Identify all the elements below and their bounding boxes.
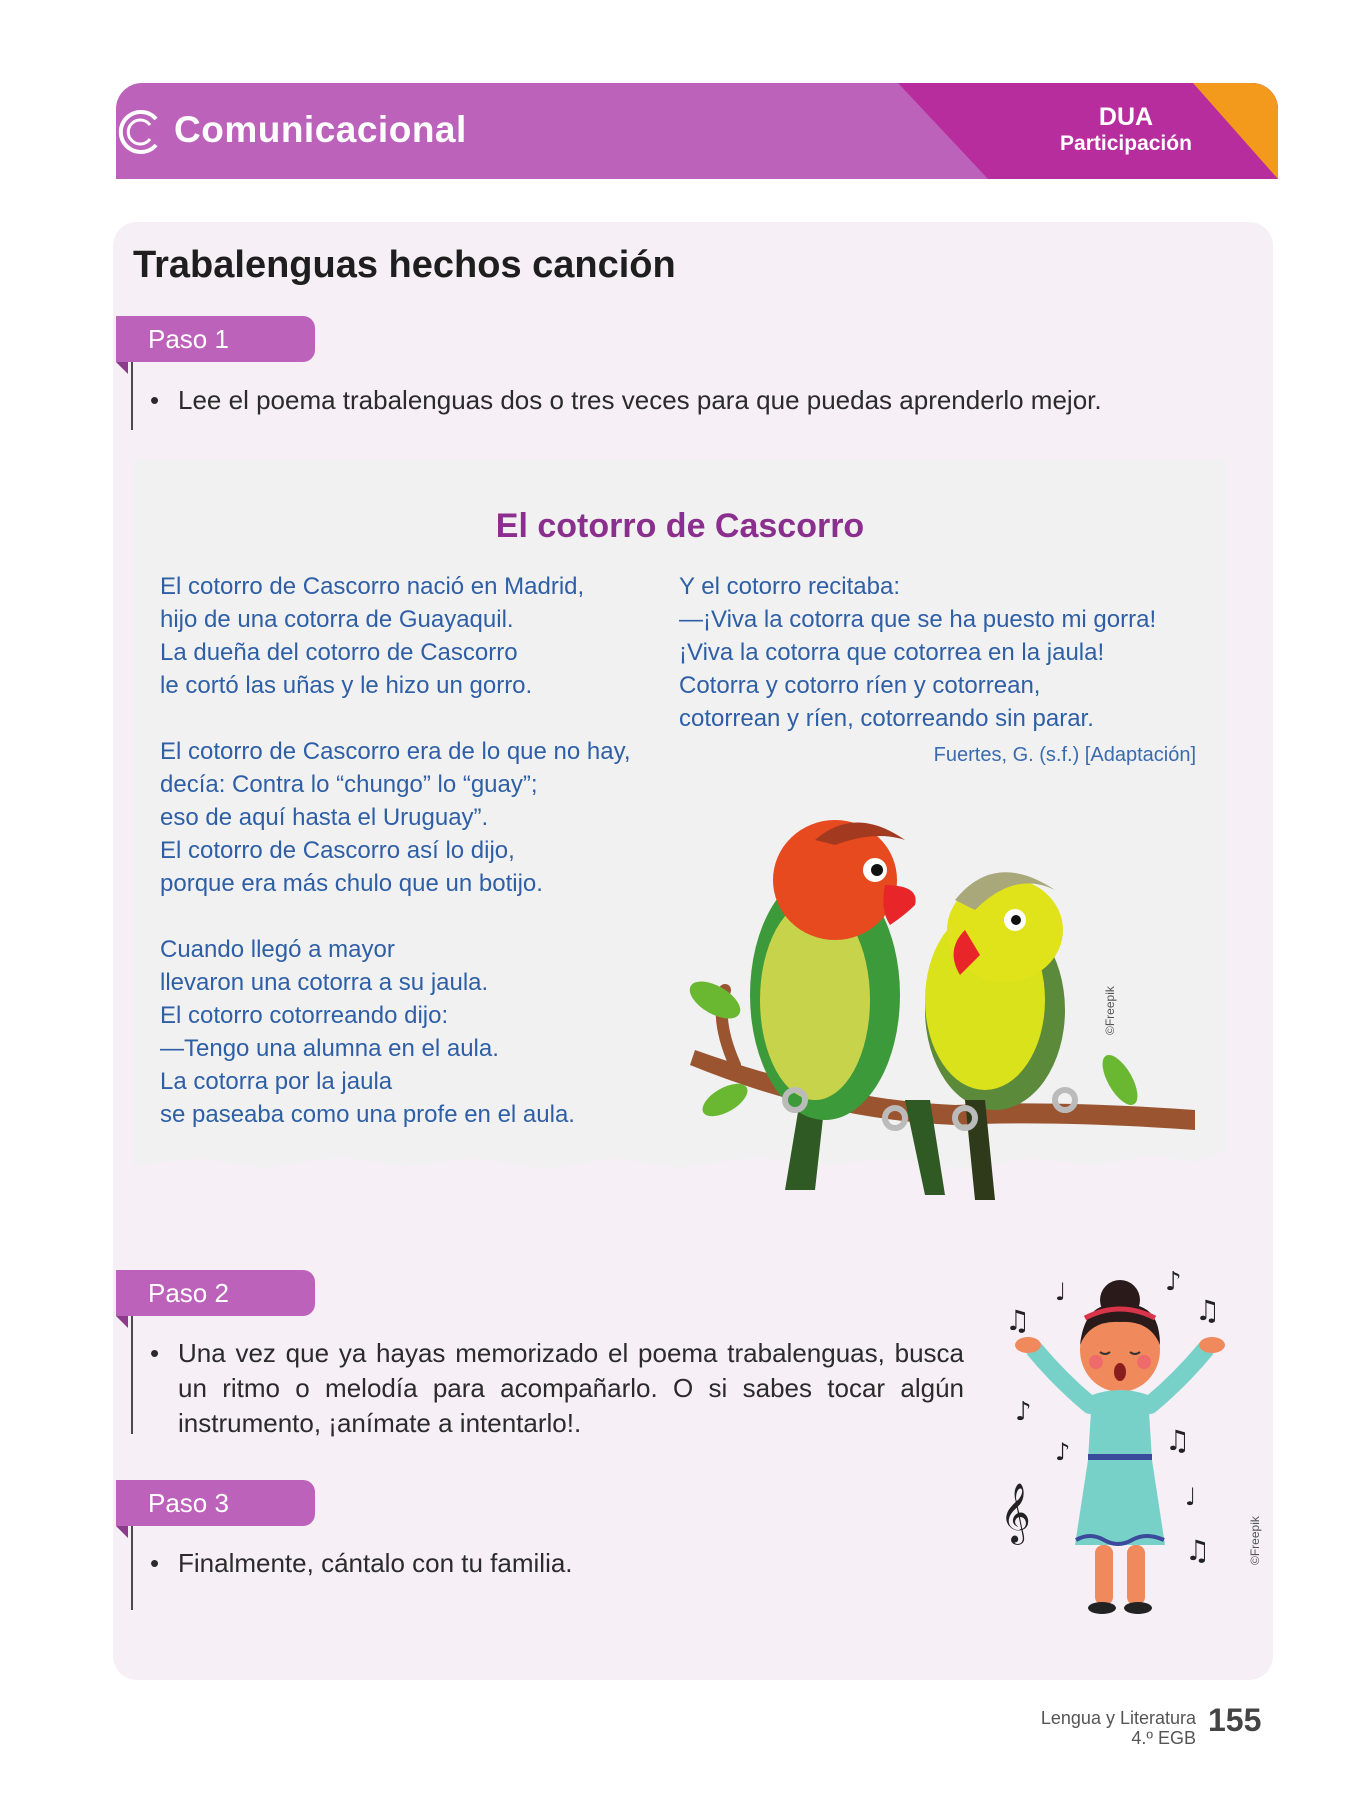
poem-line: Cuando llegó a mayor bbox=[160, 936, 395, 963]
poem-line: Y el cotorro recitaba: bbox=[679, 573, 901, 600]
bullet: • bbox=[150, 1548, 160, 1578]
step-1-label bbox=[116, 316, 315, 362]
poem-line: le cortó las uñas y le hizo un gorro. bbox=[160, 672, 533, 699]
poem-line bbox=[160, 900, 630, 933]
parrots-illustration bbox=[675, 800, 1205, 1210]
svg-text:♫: ♫ bbox=[1005, 1304, 1031, 1337]
poem-right-column bbox=[679, 570, 1156, 735]
footer-subject bbox=[960, 1708, 1196, 1748]
poem-line: eso de aquí hasta el Uruguay”. bbox=[160, 804, 489, 831]
poem-line: El cotorro de Cascorro era de lo que no hay, bbox=[160, 738, 631, 765]
image-credit: ©Freepik bbox=[1103, 986, 1117, 1035]
step-2-text: Una vez que ya hayas memorizado el poema trabalenguas, busca un ritmo o melodía para acompañarlo. O si sabes tocar algún instrumento, ¡anímate a intentarlo!. bbox=[178, 1338, 964, 1438]
poem-title: El cotorro de Cascorro bbox=[495, 507, 865, 545]
step-3-label-text: Paso 3 bbox=[148, 1488, 229, 1518]
poem-line: Cotorra y cotorro ríen y cotorrean, bbox=[679, 672, 1041, 699]
svg-text:♫: ♫ bbox=[1195, 1294, 1221, 1327]
poem-line bbox=[160, 702, 630, 735]
poem-line: El cotorro de Cascorro nació en Madrid, bbox=[160, 573, 585, 600]
poem-line: decía: Contra lo “chungo” lo “guay”; bbox=[160, 771, 538, 798]
step-3-label bbox=[116, 1480, 315, 1526]
poem-line: —¡Viva la cotorra que se ha puesto mi gorra! bbox=[679, 606, 1157, 633]
poem-line: porque era más chulo que un botijo. bbox=[160, 870, 543, 897]
footer-grade: 4.º EGB bbox=[1131, 1728, 1196, 1748]
poem-line: —Tengo una alumna en el aula. bbox=[160, 1035, 499, 1062]
poem-line: cotorrean y ríen, cotorreando sin parar. bbox=[679, 705, 1094, 732]
step-1-label-text: Paso 1 bbox=[148, 324, 229, 354]
bullet: • bbox=[150, 1338, 160, 1368]
poem-line: ¡Viva la cotorra que cotorrea en la jaula! bbox=[679, 639, 1105, 666]
dua-label: DUA bbox=[1098, 103, 1154, 131]
poem-line: El cotorro de Cascorro así lo dijo, bbox=[160, 837, 515, 864]
footer-subject-name: Lengua y Literatura bbox=[1040, 1708, 1196, 1728]
poem-line: se paseaba como una profe en el aula. bbox=[160, 1101, 575, 1128]
svg-text:♩: ♩ bbox=[1055, 1278, 1067, 1306]
comunicacional-logo-icon bbox=[116, 107, 162, 157]
poem-line: El cotorro cotorreando dijo: bbox=[160, 1002, 449, 1029]
singing-girl-illustration bbox=[1000, 1260, 1230, 1630]
svg-text:♩: ♩ bbox=[1185, 1483, 1197, 1511]
svg-text:♫: ♫ bbox=[1165, 1424, 1191, 1457]
poem-line: llevaron una cotorra a su jaula. bbox=[160, 969, 489, 996]
step-3-rule bbox=[131, 1526, 133, 1610]
poem-left-column bbox=[160, 570, 630, 1131]
svg-text:♪: ♪ bbox=[1165, 1267, 1182, 1297]
page-title: Trabalenguas hechos canción bbox=[133, 244, 676, 286]
poem-line: La dueña del cotorro de Cascorro bbox=[160, 639, 518, 666]
page-number: 155 bbox=[1208, 1702, 1262, 1738]
svg-text:♪: ♪ bbox=[1015, 1397, 1032, 1427]
poem-line: hijo de una cotorra de Guayaquil. bbox=[160, 606, 514, 633]
poem-credit: Fuertes, G. (s.f.) [Adaptación] bbox=[933, 744, 1196, 766]
step-3-text: Finalmente, cántalo con tu familia. bbox=[178, 1548, 573, 1578]
step-2-label bbox=[116, 1270, 315, 1316]
step-2-rule bbox=[131, 1316, 133, 1434]
section-title: Comunicacional bbox=[174, 109, 467, 150]
poem-line: La cotorra por la jaula bbox=[160, 1068, 393, 1095]
step-2-label-text: Paso 2 bbox=[148, 1278, 229, 1308]
svg-text:♫: ♫ bbox=[1185, 1534, 1211, 1567]
dua-badge bbox=[1026, 103, 1226, 157]
svg-text:𝄞: 𝄞 bbox=[1000, 1483, 1031, 1543]
step-1-rule bbox=[131, 362, 133, 430]
step-1-text: Lee el poema trabalenguas dos o tres veces para que puedas aprenderlo mejor. bbox=[178, 385, 1102, 415]
bullet: • bbox=[150, 385, 160, 415]
image-credit: ©Freepik bbox=[1248, 1516, 1262, 1565]
dua-sublabel: Participación bbox=[1060, 132, 1192, 155]
svg-text:♪: ♪ bbox=[1055, 1438, 1071, 1466]
header-banner bbox=[116, 83, 1278, 179]
